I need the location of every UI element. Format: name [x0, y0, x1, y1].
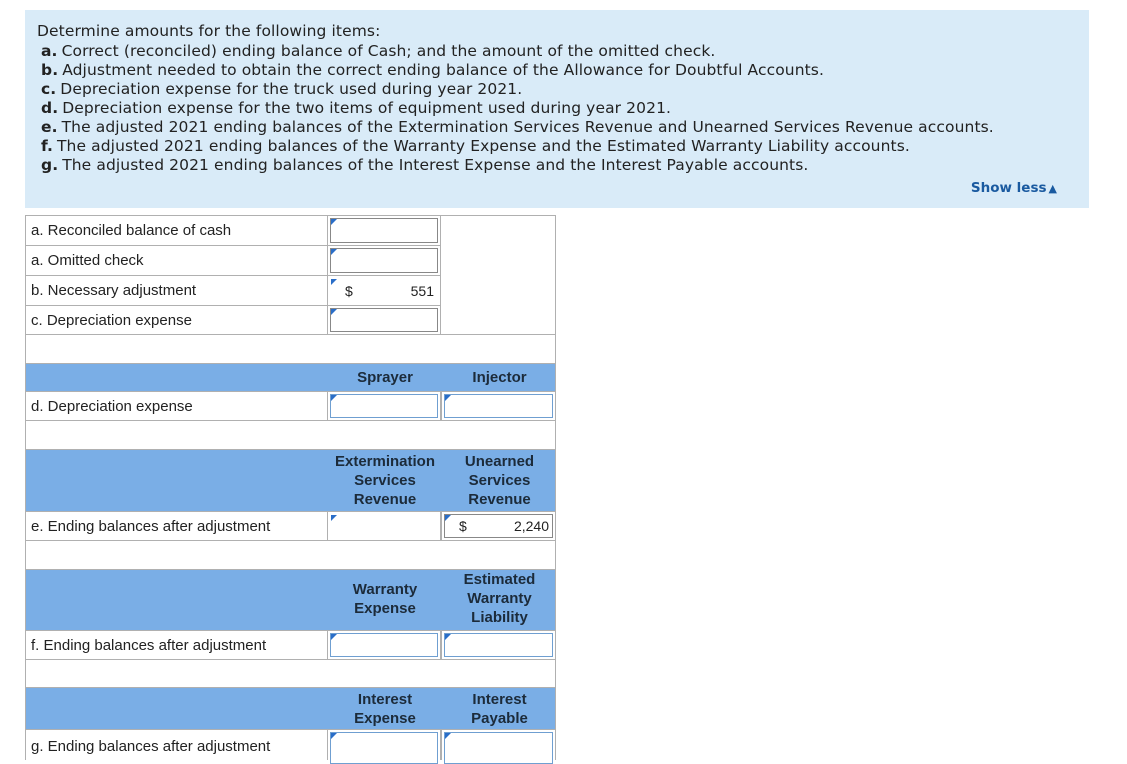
row-label: b. Necessary adjustment [25, 275, 327, 305]
necessary-adjustment-input[interactable]: $ 551 [330, 278, 438, 303]
answer-cell [327, 215, 441, 245]
instruction-item: a. Correct (reconciled) ending balance of Cash; and the amount of the omitted check. [41, 42, 716, 60]
instruction-item: f. The adjusted 2021 ending balances of the Warranty Expense and the Estimated Warranty Liability accounts. [41, 137, 910, 155]
show-less-link[interactable]: Show less ▲ [970, 180, 1057, 196]
answer-table [25, 215, 556, 760]
column-header: Interest Expense [354, 691, 416, 727]
answer-cell [327, 630, 441, 659]
table-row [25, 215, 556, 245]
instructions-intro: Determine amounts for the following items: [37, 22, 381, 40]
flag-icon [331, 515, 337, 521]
flag-icon [331, 249, 337, 255]
spacer-row [25, 659, 556, 687]
estimated-warranty-liability-input[interactable] [444, 633, 553, 657]
table-row [25, 391, 556, 420]
flag-icon [445, 395, 451, 401]
row-label: d. Depreciation expense [25, 391, 327, 420]
flag-icon [445, 733, 451, 739]
sprayer-depreciation-input[interactable] [330, 394, 438, 418]
injector-depreciation-input[interactable] [444, 394, 553, 418]
row-label: c. Depreciation expense [25, 305, 327, 334]
table-row [25, 511, 556, 540]
instruction-item: g. The adjusted 2021 ending balances of the Interest Expense and the Interest Payable accounts. [41, 156, 809, 174]
flag-icon [331, 279, 337, 285]
column-header: Unearned Services Revenue [464, 453, 535, 508]
empty-cell [441, 275, 556, 305]
flag-icon [445, 634, 451, 640]
flag-icon [445, 515, 451, 521]
empty-cell [441, 215, 556, 245]
answer-cell [441, 729, 556, 760]
omitted-check-input[interactable] [330, 248, 438, 273]
header-row [25, 363, 556, 391]
table-row [25, 305, 556, 334]
flag-icon [331, 733, 337, 739]
column-header: Sprayer [357, 369, 413, 386]
answer-cell [327, 305, 441, 334]
interest-expense-input[interactable] [330, 732, 438, 764]
empty-cell [441, 305, 556, 334]
answer-cell [441, 630, 556, 659]
row-label: e. Ending balances after adjustment [25, 511, 327, 540]
row-label: a. Omitted check [25, 245, 327, 275]
interest-payable-input[interactable] [444, 732, 553, 764]
flag-icon [331, 395, 337, 401]
answer-cell [441, 511, 556, 540]
instruction-item: b. Adjustment needed to obtain the correct ending balance of the Allowance for Doubtful Accounts. [41, 61, 825, 79]
answer-cell [327, 511, 441, 540]
answer-cell [327, 245, 441, 275]
instruction-item: e. The adjusted 2021 ending balances of the Extermination Services Revenue and Unearned Services Revenue accounts. [41, 118, 994, 136]
answer-cell [441, 391, 556, 420]
answer-cell [327, 275, 441, 305]
column-header: Estimated Warranty Liability [463, 571, 536, 626]
spacer-row [25, 540, 556, 569]
column-header: Interest Payable [471, 691, 528, 727]
spacer-row [25, 420, 556, 449]
table-row [25, 245, 556, 275]
row-label: g. Ending balances after adjustment [25, 729, 327, 760]
column-header: Warranty Expense [352, 581, 418, 617]
flag-icon [331, 309, 337, 315]
reconciled-cash-input[interactable] [330, 218, 438, 243]
table-row [25, 275, 556, 305]
header-row [25, 449, 556, 511]
answer-cell [327, 391, 441, 420]
table-row [25, 630, 556, 659]
empty-cell [441, 245, 556, 275]
instruction-item: c. Depreciation expense for the truck used during year 2021. [41, 80, 523, 98]
flag-icon [331, 219, 337, 225]
depreciation-truck-input[interactable] [330, 308, 438, 332]
instruction-item: d. Depreciation expense for the two items of equipment used during year 2021. [41, 99, 672, 117]
triangle-up-icon: ▲ [1048, 182, 1057, 195]
spacer-row [25, 334, 556, 363]
answer-cell [327, 729, 441, 760]
header-row [25, 687, 556, 729]
flag-icon [331, 634, 337, 640]
extermination-revenue-input[interactable] [330, 514, 438, 538]
warranty-expense-input[interactable] [330, 633, 438, 657]
column-header: Extermination Services Revenue [334, 453, 436, 508]
instructions-panel [25, 10, 1089, 208]
unearned-revenue-input[interactable]: $ 2,240 [444, 514, 553, 538]
table-row [25, 729, 556, 760]
row-label: f. Ending balances after adjustment [25, 630, 327, 659]
column-header: Injector [472, 369, 527, 386]
header-row [25, 569, 556, 630]
row-label: a. Reconciled balance of cash [25, 215, 327, 245]
